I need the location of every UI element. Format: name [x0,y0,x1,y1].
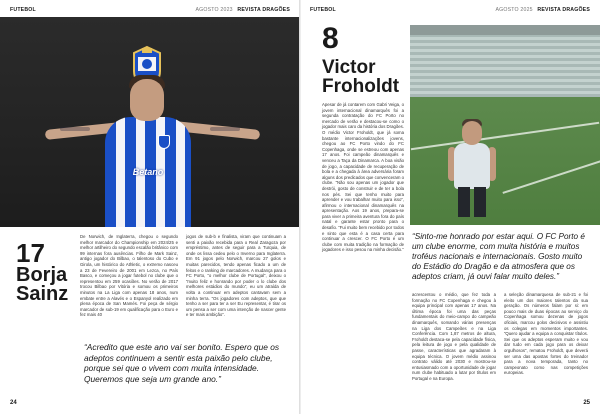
player-head [130,79,164,121]
stadium-stand [410,25,600,97]
article-column-2: acrescentou o médio, que fez toda a formação no FC Copenhaga e chegou à equipa principal com apenas 17 anos. Na última época foi uma das peças fundamentais do meio-campo do campeão dinamarquês, somando várias presenças na Liga dos Campeões e na Liga Conferência. Com 1,87 metros de altura, Froholdt destaca-se pela capacidade física, pela leitura de jogo e pela qualidade de passe, características que agradaram à equipa técnica. O jovem médio assinou contrato válido até 2030 e mostrou-se entusiasmado com a oportunidade de jogar num clube habituado a lutar por títulos em Portugal e na Europa. [412,292,496,381]
page-number: 25 [583,400,590,406]
player-name: Borja Sainz [16,264,69,305]
jersey-sponsor: Betano [132,167,164,177]
article-column-1: Apesar de já contarem com Gabri Veiga, o jovem internacional dinamarquês foi a segunda contratação do FC Porto no mercado de verão e destacou-se como o jogador mais caro da história dos Dragões. O médio Victor Froholdt, que já soma bastante internacionalizações jovens, chegou ao FC Porto vindo do FC Copenhaga, onde se estreou com apenas 17 anos. Foi campeão dinamarquês e venceu a Taça da Dinamarca. A boa visão de jogo, a capacidade de recuperação de bola e a chegada à área adversária foram alguns dos predicados que convenceram o clube. “Não sou apenas um jogador que destrói, gosto de construir e de ter a bola nos pés. Sei que tenho muito para aprender e vou trabalhar muito para isso”, afirmou o internacional dinamarquês na apresentação. Aos 19 anos, prepara-se para viver a primeira aventura fora do país natal e garante estar pronto para o desafio. “Fui muito bem recebido por todos e sinto que esta é a casa certa para continuar a crescer. O FC Porto é um clube com muita tradição na formação de jogadores e isso pesou na minha decisão.” [322,102,404,253]
issue-date: AGOSTO 2025 [495,7,533,13]
section-label: FUTEBOL [310,7,336,13]
article-column-3: a seleção dinamarquesa de sub-21 e foi eleito um dos maiores talentos da sua geração. Os números falam por si: em pouco mais de duas épocas ao serviço do Copenhaga somou dezenas de jogos oficiais, marcou golos decisivos e assistiu os colegas em momentos importantes. “Quero ajudar a equipa a conquistar títulos. Sei que os adeptos esperam muito e vou dar tudo em cada jogo para os deixar orgulhosos”, rematou Froholdt, que deverá ser uma das apostas fortes do treinador para a nova temporada, tanto no campeonato como nas competições europeias. [504,292,588,376]
page-number: 24 [10,400,17,406]
player-number: 8 [322,22,339,55]
issue-date: AGOSTO 2023 [195,7,233,13]
player-name: Victor Froholdt [322,57,400,97]
jersey-badge-icon [158,135,170,149]
player-photo-borja-sainz [0,17,300,227]
page-header-right [310,7,590,15]
article-column-2: jogos de sub-b e finalista, viram que continuam a senti a paixão recebida para o Real Zaragoza por empréstimo, antes de seguir para a Turquia, de onde os lissa cedeu pelo o Inverno para Inglaterra. Em 91 jogos pelo Norwich, marcou 27 golos e muitas parecidos, tendo apenas ficado a um de feitos e o ranking de marcadores. A mudança para o FC Porto, “o melhor clube de Portugal”, deixou o “muito feliz e honrando por poder o lo clube dos melhores estádios do mundo”, eu um atraída de volta a continuar em adeptos cantavam sem a minha terra. “Os jogadores com adeptos, que que tenho a ser para ter a ser Eu representar, é tirar os um pensa a ser com uma intenção de nascer gente e ter mais ambição”. [186,234,286,318]
article-column-1: De Norwich, de Inglaterra, chegou o segundo melhor marcador do Championship em 2024/25 e melhor artilheiro do segundo escalão britânico com 99 internas fora ausências. Filho de Mark Sainz, antigo jogador do Bilbao, o talentoso do Cubo e Girola, um histórico do Athletic, o extremo nasceu a 23 de Fevereiro de 2001 em Lezca, no País Basco, e começou a jogar futebol no clube que o representou em 259 ocasiões. No verão de 2017 trocou Bilbao por Vitória e somou os primeiros minutos na La Liga com apenas 18 anos, num embate entre a Alavés e o Espanyol realizado em plena época de San Mamés. Foi peça de sérgio marcador de sub-19 em qualificação para o Euro e fez mais 40 [80,234,178,318]
magazine-name: REVISTA DRAGÕES [237,7,290,13]
section-label: FUTEBOL [10,7,36,13]
magazine-name: REVISTA DRAGÕES [537,7,590,13]
page-header-left [10,7,290,15]
pull-quote: “Sinto-me honrado por estar aqui. O FC Porto é um clube enorme, com muita história e muitos troféus nacionais e internacionais. Gosto muito do Estádio do Dragão e da atmosfera que os adeptos criam, já ouvi falar muito deles.” [412,232,585,281]
player-photo-victor-froholdt [410,25,600,225]
player-head [462,121,482,145]
right-page [300,0,600,414]
player-shirt [454,143,490,189]
player-number: 17 [16,238,45,268]
pull-quote: “Acredito que este ano vai ser bonito. Espero que os adeptos continuem a sentir esta paixão pelo clube, porque sei que o vivem com muita intensidade. Queremos que seja um grande ano.” [84,342,280,384]
